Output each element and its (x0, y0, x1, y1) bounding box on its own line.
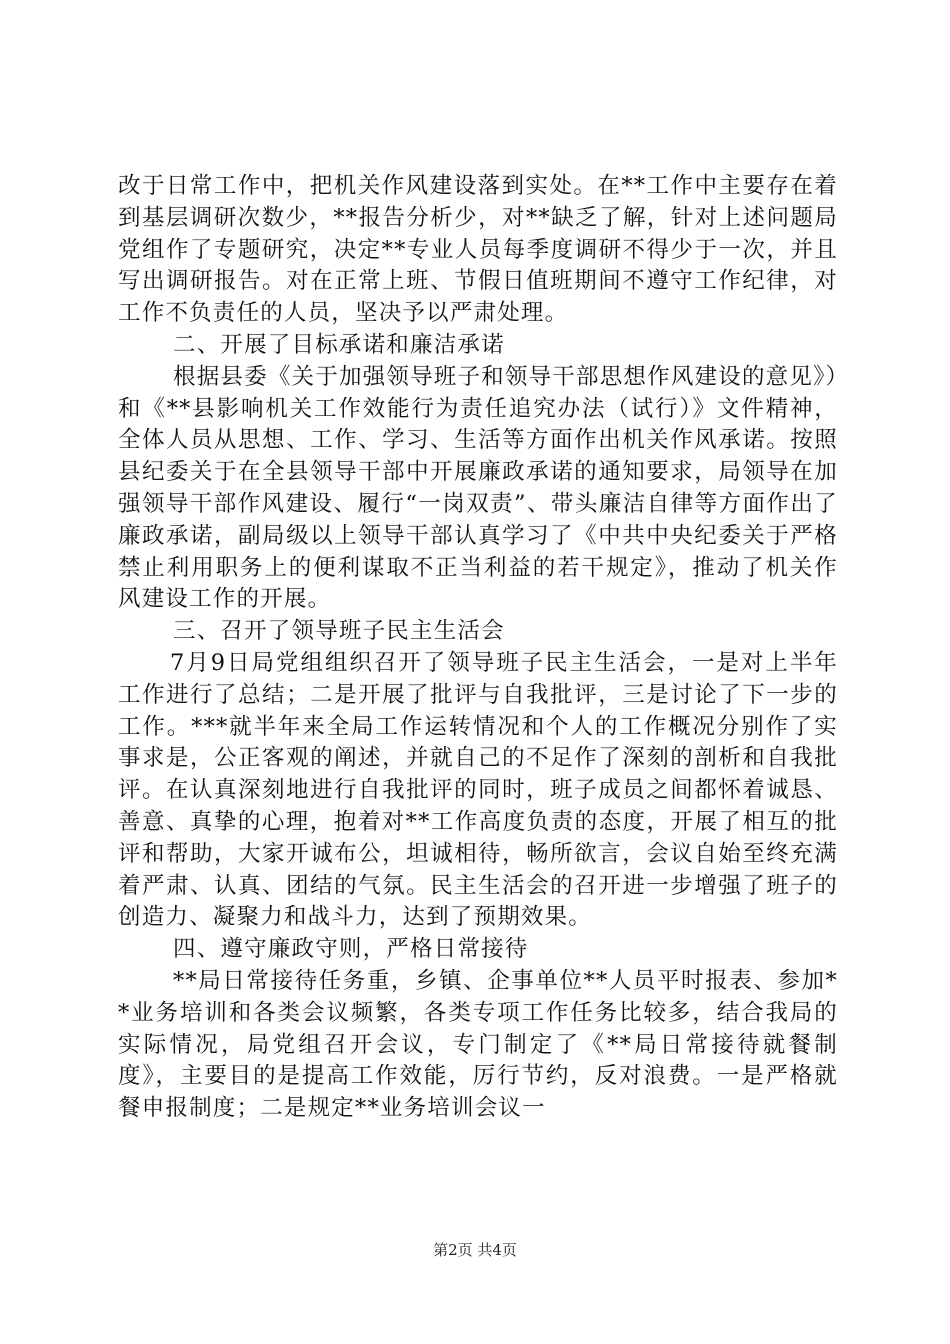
page-number: 第2页 共4页 (433, 1241, 517, 1259)
section-heading-3: 三、召开了领导班子民主生活会 (173, 618, 505, 645)
paragraph-work-style: 改于日常工作中，把机关作风建设落到实处。在**工作中主要存在着到基层调研次数少，**报告分析少，对**缺乏了解，针对上述问题局党组作了专题研究，决定**专业人员每季度调研不得少于一次，并且写出调研报告。对在正常上班、节假日值班期间不遵守工作纪律，对工作不负责任的人员，坚决予以严肃处理。 (118, 173, 838, 327)
paragraph-commitments: 根据县委《关于加强领导班子和领导干部思想作风建设的意见》）和《**县影响机关工作效能行为责任追究办法（试行）》文件精神，全体人员从思想、工作、学习、生活等方面作出机关作风承诺。按照县纪委关于在全县领导干部中开展廉政承诺的通知要求，局领导在加强领导干部作风建设、履行“一岗双责”、带头廉洁自律等方面作出了廉政承诺，副局级以上领导干部认真学习了《中共中央纪委关于严格禁止利用职务上的便利谋取不正当利益的若干规定》，推动了机关作风建设工作的开展。 (118, 363, 838, 613)
paragraph-reception: **局日常接待任务重，乡镇、企事单位**人员平时报表、参加**业务培训和各类会议频繁，各类专项工作任务比较多，结合我局的实际情况，局党组召开会议，专门制定了《**局日常接待就餐制度》，主要目的是提高工作效能，厉行节约，反对浪费。一是严格就餐申报制度；二是规定**业务培训会议一 (118, 967, 838, 1122)
section-heading-2: 二、开展了目标承诺和廉洁承诺 (173, 331, 505, 358)
paragraph-democratic-meeting: 7月9日局党组组织召开了领导班子民主生活会，一是对上半年工作进行了总结；二是开展了批评与自我批评，三是讨论了下一步的工作。***就半年来全局工作运转情况和个人的工作概况分别作了实事求是，公正客观的阐述，并就自己的不足作了深刻的剖析和自我批评。在认真深刻地进行自我批评的同时，班子成员之间都怀着诚恳、善意、真挚的心理，抱着对**工作高度负责的态度，开展了相互的批评和帮助，大家开诚布公，坦诚相待，畅所欲言，会议自始至终充满着严肃、认真、团结的气氛。民主生活会的召开进一步增强了班子的创造力、凝聚力和战斗力，达到了预期效果。 (118, 649, 838, 931)
document-body (118, 171, 838, 1125)
section-heading-4: 四、遵守廉政守则，严格日常接待 (173, 936, 529, 963)
